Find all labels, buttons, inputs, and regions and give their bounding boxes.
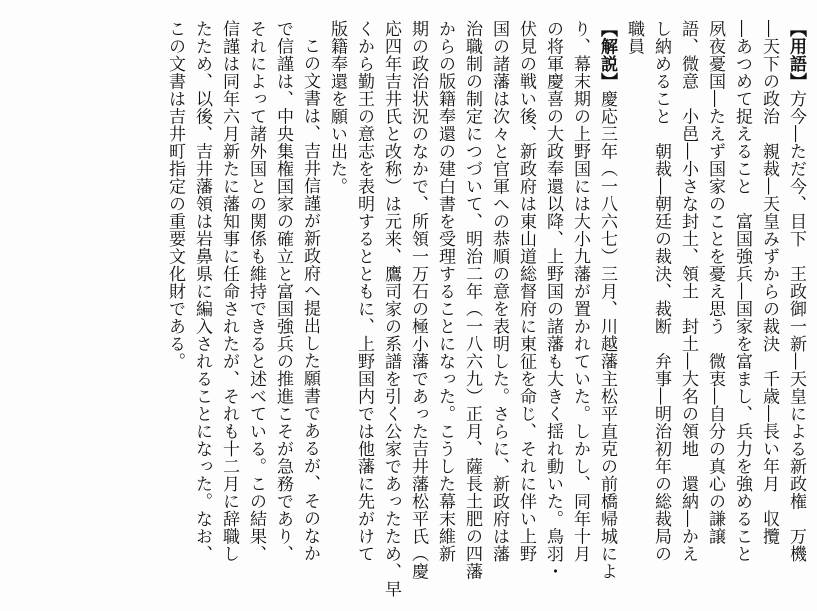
paragraph2-line-1: この文書は、吉井信謹が新政府へ提出した願書であるが、そのなか xyxy=(300,37,320,562)
paragraph2-line-4: 信謹は同年六月新たに藩知事に任命されたが、それも十二月に辞職し xyxy=(219,20,239,563)
glossary-line-7: 職員 xyxy=(624,20,644,55)
glossary-line-3: ―あつめて捉えること 富国強兵―国家を富まし、兵力を強めること xyxy=(732,20,752,563)
commentary-line-7: からの版籍奉還の建白書を受理することになった。こうした幕末維新 xyxy=(435,20,455,563)
glossary-heading: 【用語】 xyxy=(786,20,806,90)
glossary-line-6: し納めること 朝裁―朝廷の裁決、裁断 弁事―明治初年の総裁局の xyxy=(651,20,671,563)
glossary-line-2: ―天下の政治 親裁―天皇みずからの裁決 千歳―長い年月 収攬 xyxy=(759,20,779,545)
commentary-line-1 xyxy=(593,20,620,598)
glossary-text: 方今―ただ今、目下 王政御一新―天皇による新政権 万機 xyxy=(786,90,806,563)
commentary-line-8: 期の政治状況のなかで、所領一万石の極小藩であった吉井藩松平氏（慶 xyxy=(408,20,428,580)
vertical-text-block xyxy=(9,20,809,598)
glossary-line-5: 語、微意 小邑―小さな封土、領土 封土―大名の領地 還納―かえ xyxy=(678,20,698,563)
paragraph2-line-6: この文書は吉井町指定の重要文化財である。 xyxy=(165,20,185,370)
commentary-line-11: 版籍奉還を願い出た。 xyxy=(327,20,347,195)
commentary-line-4: 伏見の戦い後、新政府は東山道総督府に東征を命じ、それに伴い上野 xyxy=(516,20,536,563)
commentary-line-2: り、幕末期の上野国には大小九藩が置かれていた。しかし、同年十月 xyxy=(570,20,590,563)
glossary-line-4: 夙夜憂国―たえず国家のことを憂え思う 微衷―自分の真心の謙譲 xyxy=(705,20,725,545)
commentary-line-9: 応四年吉井氏と改称）は元来、鷹司家の系譜を引く公家であったため、早 xyxy=(381,20,401,598)
commentary-line-10: くから勤王の意志を表明するとともに、上野国内では他藩に先がけて xyxy=(354,20,374,563)
glossary-line-1 xyxy=(782,20,809,598)
commentary-text: 慶応三年（一八六七）三月、川越藩主松平直克の前橋帰城によ xyxy=(597,90,617,580)
commentary-line-5: 国の諸藩は次々と官軍への恭順の意を表明した。さらに、新政府は藩 xyxy=(489,20,509,563)
commentary-heading: 【解説】 xyxy=(597,20,617,90)
commentary-line-3: の将軍慶喜の大政奉還以降、上野国の諸藩も大きく揺れ動いた。鳥羽・ xyxy=(543,20,563,580)
paragraph2-line-2: で信謹は、中央集権国家の確立と富国強兵の推進こそが急務であり、 xyxy=(273,20,293,563)
commentary-line-6: 治職制の制定につづいて、明治二年（一八六九）正月、薩長土肥の四藩 xyxy=(462,20,482,580)
paragraph2-line-5: たため、以後、吉井藩領は岩鼻県に編入されることになった。なお、 xyxy=(192,20,212,563)
paragraph2-line-3: それによって諸外国との関係も維持できると述べている。この結果、 xyxy=(246,20,266,563)
